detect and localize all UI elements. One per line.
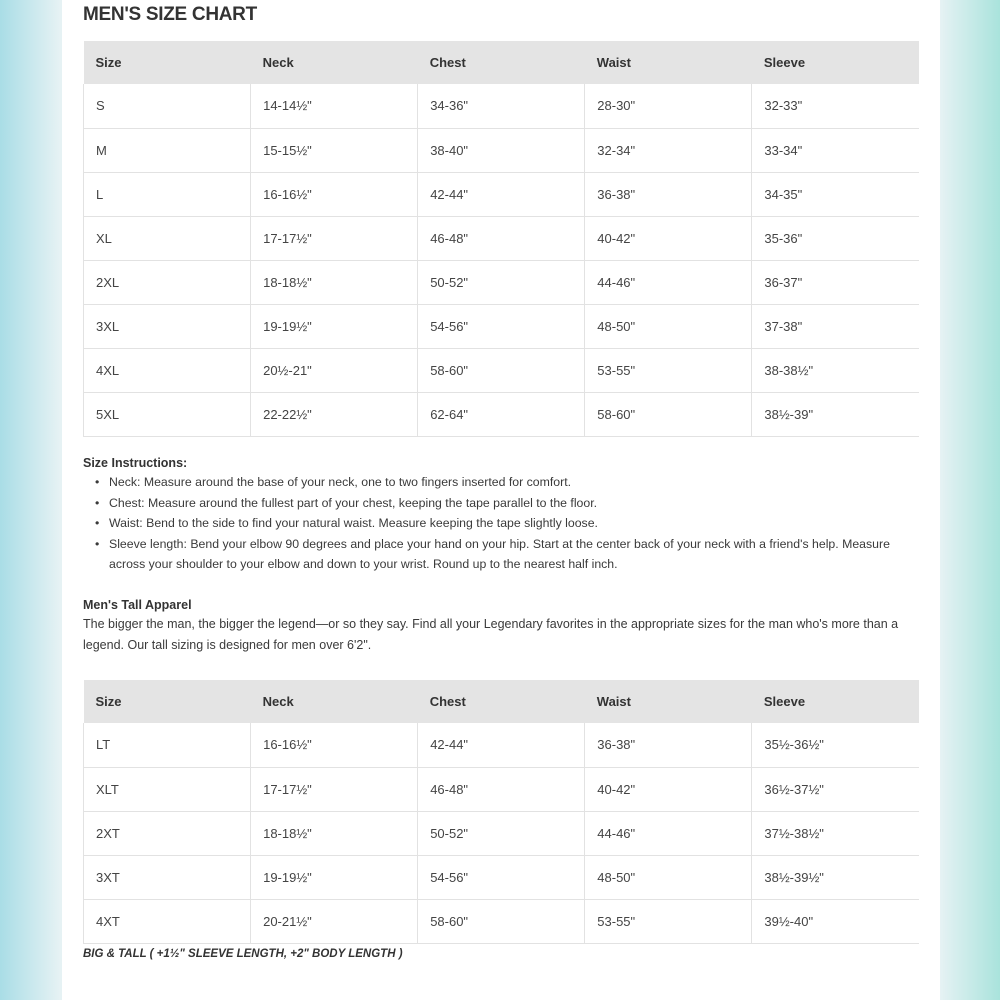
size-chart-page: [62, 0, 940, 1000]
table-header-row: [84, 41, 920, 84]
cell-waist: 36-38": [585, 172, 752, 216]
cell-waist: 58-60": [585, 392, 752, 436]
cell-neck: 18-18½": [251, 260, 418, 304]
big-tall-footnote: BIG & TALL ( +1½" SLEEVE LENGTH, +2" BODY LENGTH ): [83, 948, 403, 960]
cell-size: 3XT: [84, 855, 251, 899]
header-waist: Waist: [585, 680, 752, 723]
cell-size: 3XL: [84, 304, 251, 348]
header-waist: Waist: [585, 41, 752, 84]
table-row: [84, 392, 920, 436]
cell-waist: 28-30": [585, 84, 752, 128]
cell-neck: 16-16½": [251, 723, 418, 767]
page-title: MEN'S SIZE CHART: [83, 4, 257, 25]
cell-sleeve: 35-36": [752, 216, 919, 260]
cell-waist: 53-55": [585, 899, 752, 943]
cell-sleeve: 32-33": [752, 84, 919, 128]
cell-chest: 38-40": [418, 128, 585, 172]
instruction-waist: • Waist: Bend to the side to find your natural waist. Measure keeping the tape slightly loose.: [93, 513, 919, 534]
cell-waist: 36-38": [585, 723, 752, 767]
cell-sleeve: 38½-39½": [752, 855, 919, 899]
cell-neck: 22-22½": [251, 392, 418, 436]
tall-heading: Men's Tall Apparel: [83, 598, 192, 612]
table-row: [84, 811, 920, 855]
cell-chest: 46-48": [418, 767, 585, 811]
cell-size: L: [84, 172, 251, 216]
table-row: [84, 723, 920, 767]
header-chest: Chest: [418, 680, 585, 723]
cell-size: 2XL: [84, 260, 251, 304]
cell-size: LT: [84, 723, 251, 767]
cell-chest: 58-60": [418, 899, 585, 943]
cell-chest: 34-36": [418, 84, 585, 128]
table-row: [84, 172, 920, 216]
cell-sleeve: 36½-37½": [752, 767, 919, 811]
cell-sleeve: 33-34": [752, 128, 919, 172]
cell-neck: 17-17½": [251, 767, 418, 811]
cell-neck: 20-21½": [251, 899, 418, 943]
cell-waist: 40-42": [585, 216, 752, 260]
cell-waist: 44-46": [585, 811, 752, 855]
table-row: [84, 767, 920, 811]
cell-size: S: [84, 84, 251, 128]
cell-size: 5XL: [84, 392, 251, 436]
cell-size: M: [84, 128, 251, 172]
cell-waist: 44-46": [585, 260, 752, 304]
cell-neck: 19-19½": [251, 304, 418, 348]
cell-sleeve: 38½-39": [752, 392, 919, 436]
cell-neck: 14-14½": [251, 84, 418, 128]
header-neck: Neck: [251, 41, 418, 84]
cell-sleeve: 34-35": [752, 172, 919, 216]
table-row: [84, 855, 920, 899]
cell-sleeve: 39½-40": [752, 899, 919, 943]
cell-neck: 19-19½": [251, 855, 418, 899]
cell-chest: 62-64": [418, 392, 585, 436]
instruction-neck: • Neck: Measure around the base of your neck, one to two fingers inserted for comfort.: [93, 472, 919, 493]
cell-waist: 32-34": [585, 128, 752, 172]
instructions-list: [83, 472, 919, 575]
cell-size: 4XT: [84, 899, 251, 943]
tall-apparel-section: [83, 598, 919, 655]
cell-size: XLT: [84, 767, 251, 811]
cell-sleeve: 36-37": [752, 260, 919, 304]
tall-size-table: [83, 680, 919, 944]
cell-waist: 48-50": [585, 304, 752, 348]
cell-waist: 53-55": [585, 348, 752, 392]
cell-waist: 48-50": [585, 855, 752, 899]
cell-chest: 50-52": [418, 811, 585, 855]
header-sleeve: Sleeve: [752, 41, 919, 84]
table-row: [84, 260, 920, 304]
header-neck: Neck: [251, 680, 418, 723]
cell-chest: 46-48": [418, 216, 585, 260]
table-header-row: [84, 680, 920, 723]
table-row: [84, 348, 920, 392]
cell-chest: 50-52": [418, 260, 585, 304]
cell-neck: 16-16½": [251, 172, 418, 216]
cell-size: XL: [84, 216, 251, 260]
cell-neck: 15-15½": [251, 128, 418, 172]
cell-chest: 54-56": [418, 855, 585, 899]
header-size: Size: [84, 680, 251, 723]
table-row: [84, 128, 920, 172]
instruction-sleeve: • Sleeve length: Bend your elbow 90 degrees and place your hand on your hip. Start at the center back of your neck with a friend's help. Measure across your shoulder to your elbow and down to your wrist. Round up to the nearest half inch.: [93, 534, 919, 575]
cell-sleeve: 37½-38½": [752, 811, 919, 855]
cell-size: 2XT: [84, 811, 251, 855]
instruction-chest: • Chest: Measure around the fullest part of your chest, keeping the tape parallel to the floor.: [93, 493, 919, 514]
table-row: [84, 216, 920, 260]
cell-chest: 58-60": [418, 348, 585, 392]
cell-waist: 40-42": [585, 767, 752, 811]
table-row: [84, 304, 920, 348]
tall-description: The bigger the man, the bigger the legend—or so they say. Find all your Legendary favorites in the appropriate sizes for the man who's more than a legend. Our tall sizing is designed for men over 6'2".: [83, 617, 899, 652]
cell-chest: 42-44": [418, 723, 585, 767]
table-row: [84, 899, 920, 943]
cell-sleeve: 35½-36½": [752, 723, 919, 767]
cell-chest: 54-56": [418, 304, 585, 348]
cell-sleeve: 38-38½": [752, 348, 919, 392]
header-sleeve: Sleeve: [752, 680, 919, 723]
header-chest: Chest: [418, 41, 585, 84]
cell-neck: 17-17½": [251, 216, 418, 260]
mens-size-table: [83, 41, 919, 437]
cell-sleeve: 37-38": [752, 304, 919, 348]
size-instructions: [83, 456, 919, 575]
cell-neck: 20½-21": [251, 348, 418, 392]
cell-size: 4XL: [84, 348, 251, 392]
cell-chest: 42-44": [418, 172, 585, 216]
instructions-heading: Size Instructions:: [83, 456, 188, 470]
header-size: Size: [84, 41, 251, 84]
table-row: [84, 84, 920, 128]
cell-neck: 18-18½": [251, 811, 418, 855]
